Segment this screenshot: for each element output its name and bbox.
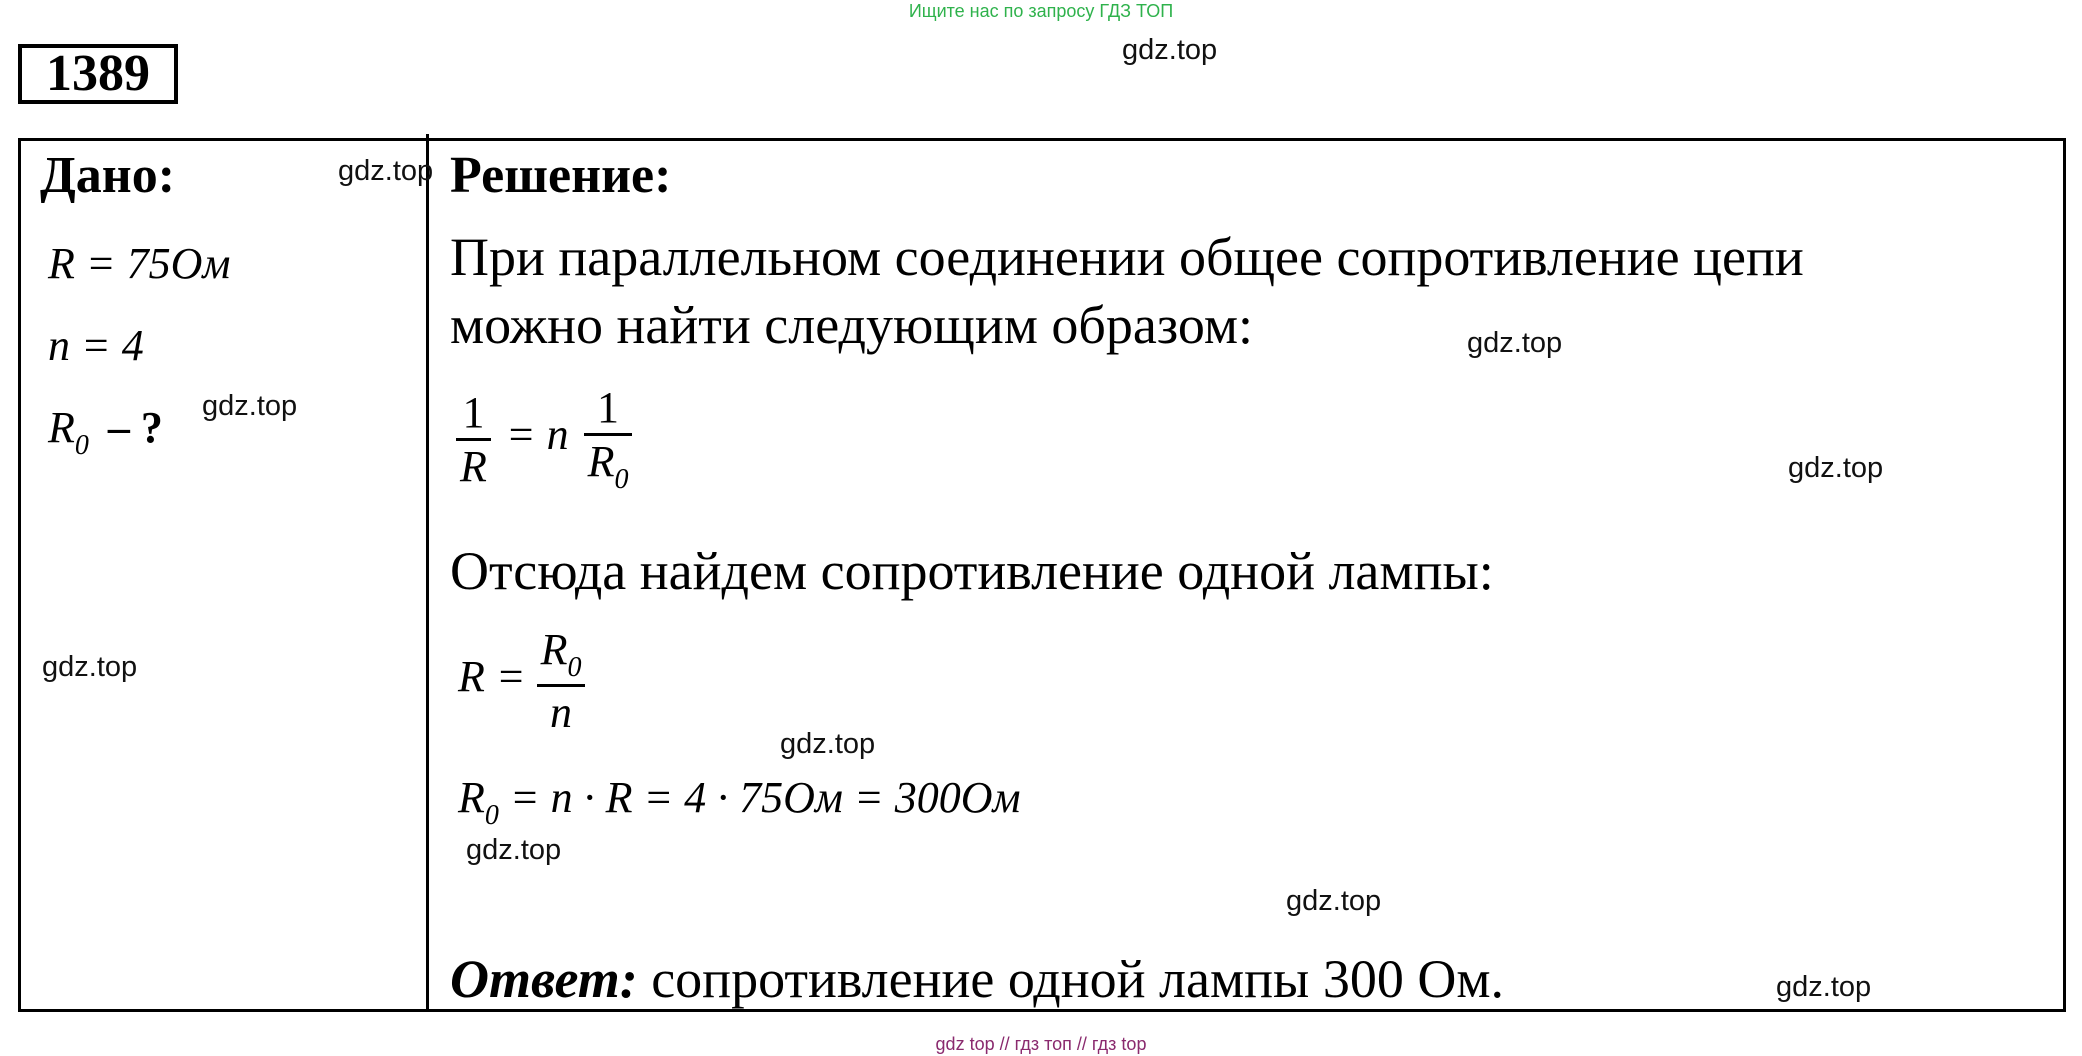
- result-symbol: R: [458, 773, 485, 822]
- watermark: gdz.top: [1776, 971, 1872, 1003]
- formula-parallel: [456, 382, 632, 496]
- watermark: gdz.top: [1286, 885, 1382, 917]
- given-count: n = 4: [48, 321, 144, 370]
- answer-label: Ответ:: [450, 949, 638, 1009]
- equals-n: = n: [505, 410, 569, 460]
- unknown-subscript: 0: [74, 430, 89, 461]
- fraction-numerator: $R_0$: [540, 625, 582, 683]
- result-subscript: 0: [484, 800, 499, 831]
- watermark: gdz.top: [42, 651, 138, 683]
- fraction-numerator: 1: [462, 387, 485, 437]
- watermark: gdz.top: [1788, 452, 1884, 484]
- given-unknown: [48, 402, 163, 462]
- fraction-1-over-R0: [584, 382, 633, 496]
- formula-result: [458, 772, 1021, 832]
- fraction-1-over-R: [456, 387, 491, 492]
- unknown-suffix: – ?: [107, 403, 163, 452]
- problem-number: 1389: [18, 44, 178, 104]
- unknown-symbol: R: [48, 403, 75, 452]
- solution-paragraph-1-line-1: При параллельном соединении общее сопротивление цепи: [450, 227, 1804, 287]
- formula-lhs: R =: [458, 652, 526, 702]
- solution-heading: Решение:: [450, 147, 672, 204]
- given-heading: Дано:: [40, 147, 176, 204]
- fraction-denominator: $R_0$: [587, 437, 629, 495]
- fraction-denominator: R: [460, 441, 487, 491]
- fraction-denominator: n: [550, 688, 573, 737]
- given-resistance: R = 75Ом: [48, 239, 231, 288]
- watermark: gdz.top: [780, 728, 876, 760]
- search-hint-link[interactable]: Ищите нас по запросу ГДЗ ТОП: [908, 1, 1174, 21]
- column-divider: [426, 134, 429, 1012]
- fraction-numerator: 1: [597, 383, 620, 432]
- answer-line: [450, 948, 1504, 1010]
- footer-links[interactable]: gdz top // гдз топ // гдз top: [935, 1034, 1147, 1054]
- watermark: gdz.top: [338, 155, 434, 187]
- fraction-R0-over-n: [537, 624, 586, 738]
- solution-paragraph-1-line-2: можно найти следующим образом:: [450, 295, 1254, 355]
- watermark: gdz.top: [1122, 34, 1218, 66]
- result-expression: = n · R = 4 · 75Ом = 300Ом: [509, 773, 1021, 822]
- formula-single-lamp: [458, 624, 585, 738]
- watermark: gdz.top: [1467, 327, 1563, 359]
- watermark: gdz.top: [202, 390, 298, 422]
- solution-paragraph-2: Отсюда найдем сопротивление одной лампы:: [450, 541, 1494, 601]
- answer-text: сопротивление одной лампы 300 Ом.: [651, 949, 1504, 1009]
- watermark: gdz.top: [466, 834, 562, 866]
